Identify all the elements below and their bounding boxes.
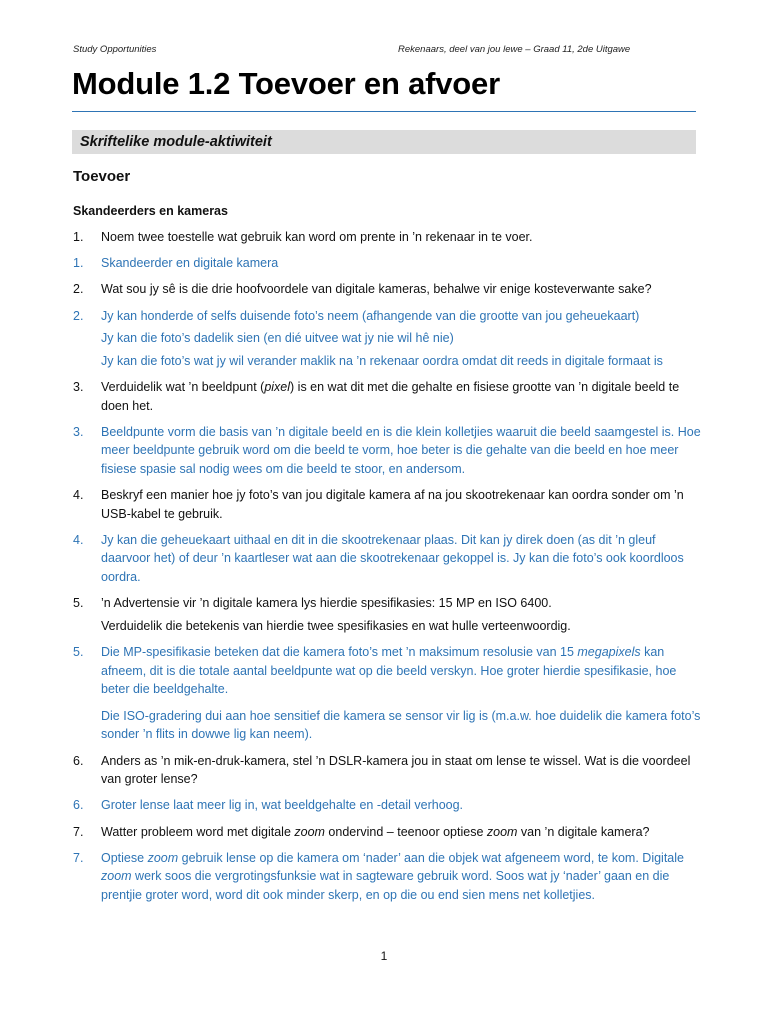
emphasis: zoom (486, 824, 518, 839)
answer-number: 6. (73, 798, 84, 813)
page-number: 1 (380, 949, 388, 963)
question-number: 1. (73, 230, 84, 244)
question-text: Anders as ’n mik-en-druk-kamera, stel ’n DSLR-kamera jou in staat om lense te wissel. Wat is die voordeel van groter lense? (101, 753, 691, 787)
activity-banner: Skriftelike module-aktiwiteit (72, 130, 696, 154)
answer-text: Optiese zoom gebruik lense op die kamera om ‘nader’ aan die objek wat afgeneem word, te kom. Digitale zoom werk soos die vergrotingsfunksie wat in sagteware gebruik word. Soos wat jy ‘nader’ gaan en die prentjie groter word, word dit ook minder skerp, en op die ou end sien mens net kolletjies. (101, 850, 684, 902)
answer-text: Skandeerder en digitale kamera (101, 256, 279, 271)
header-left: Study Opportunities (73, 44, 157, 55)
answer-5 (73, 643, 701, 744)
answer-6 (73, 796, 701, 815)
answer-number: 4. (73, 532, 84, 547)
question-number: 4. (73, 488, 84, 503)
question-number: 2. (73, 282, 84, 297)
answer-2 (73, 307, 701, 371)
question-list (73, 228, 701, 912)
answer-paragraph: Die ISO-gradering dui aan hoe sensitief die kamera se sensor vir lig is (m.a.w. hoe duidelik die kamera foto’s sonder ’n flits in dowwe lig kan neem). (101, 708, 701, 742)
emphasis: zoom (101, 869, 132, 884)
answer-body (101, 643, 701, 744)
question-7 (73, 823, 701, 842)
answer-paragraph: Die MP-spesifikasie beteken dat die kamera foto’s met ’n maksimum resolusie van 15 megapixels kan afneem, dit is die totale aantal beeldpunte wat op die beeld verskyn. Hoe groter hierdie spesifikasie, hoe beter die beeldgehalte. (101, 645, 677, 697)
emphasis: megapixels (577, 645, 641, 660)
question-number: 7. (73, 824, 84, 839)
answer-line: Jy kan die foto’s wat jy wil verander maklik na ’n rekenaar oordra omdat dit reeds in digitale formaat is (101, 353, 663, 368)
answer-number: 3. (73, 424, 84, 439)
subsection-heading: Skandeerders en kameras (73, 204, 228, 218)
section-heading: Toevoer (73, 168, 131, 185)
answer-number: 1. (73, 256, 84, 271)
answer-number: 5. (73, 645, 84, 660)
question-1 (73, 228, 701, 247)
question-5 (73, 594, 701, 635)
question-text: Verduidelik wat ’n beeldpunt (pixel) is en wat dit met die gehalte en fisiese grootte van ’n digitale beeld te doen het. (101, 379, 680, 413)
question-text: Beskryf een manier hoe jy foto’s van jou digitale kamera af na jou skootrekenaar kan oordra sonder om ’n USB-kabel te gebruik. (101, 488, 684, 521)
question-body (101, 594, 701, 635)
emphasis: zoom (294, 824, 325, 839)
title-rule (72, 111, 696, 112)
answer-number: 7. (73, 850, 84, 865)
answer-body (101, 307, 701, 371)
answer-number: 2. (73, 308, 84, 323)
answer-7 (73, 849, 701, 905)
question-6 (73, 752, 701, 789)
question-3 (73, 378, 701, 415)
answer-1 (73, 254, 701, 273)
question-number: 3. (73, 379, 84, 394)
answer-text: Jy kan die geheuekaart uithaal en dit in die skootrekenaar plaas. Dit kan jy direk doen (as dit ’n gleuf daarvoor het) of deur ’n kaartleser wat aan die skootrekenaar gekoppel is. Jy kan die foto’s ook koordloos oordra. (101, 532, 684, 585)
answer-text: Beeldpunte vorm die basis van ’n digitale beeld en is die klein kolletjies waaruit die beeld saamgestel is. Hoe meer beeldpunte gebruik word om die beeld te vorm, hoe beter is die gehalte van die beeld en hoe meer fisiese spasie sal nodig wees om die beeld te stoor, en andersom. (101, 424, 701, 476)
header-right: Rekenaars, deel van jou lewe – Graad 11, 2de Uitgawe (398, 44, 631, 55)
question-2 (73, 280, 701, 299)
answer-line: Jy kan die foto’s dadelik sien (en dié uitvee wat jy nie wil hê nie) (101, 331, 454, 346)
emphasis: zoom (147, 850, 179, 865)
question-text: Watter probleem word met digitale zoom ondervind – teenoor optiese zoom van ’n digitale kamera? (101, 824, 650, 839)
answer-3 (73, 423, 701, 479)
question-text: Noem twee toestelle wat gebruik kan word om prente in ’n rekenaar in te voer. (101, 230, 533, 244)
answer-text: Groter lense laat meer lig in, wat beeldgehalte en -detail verhoog. (101, 798, 464, 813)
question-4 (73, 486, 701, 523)
page-title: Module 1.2 Toevoer en afvoer (72, 66, 500, 101)
question-line: ’n Advertensie vir ’n digitale kamera lys hierdie spesifikasies: 15 MP en ISO 6400. (101, 596, 552, 611)
question-line: Verduidelik die betekenis van hierdie twee spesifikasies en wat hulle verteenwoordig. (101, 618, 571, 633)
emphasis: pixel (264, 379, 291, 394)
question-text: Wat sou jy sê is die drie hoofvoordele van digitale kameras, behalwe vir enige kosteverwante sake? (101, 282, 652, 297)
answer-line: Jy kan honderde of selfs duisende foto’s neem (afhangende van die grootte van jou geheuekaart) (101, 308, 640, 323)
answer-4 (73, 531, 701, 587)
question-number: 5. (73, 596, 84, 611)
question-number: 6. (73, 753, 84, 768)
